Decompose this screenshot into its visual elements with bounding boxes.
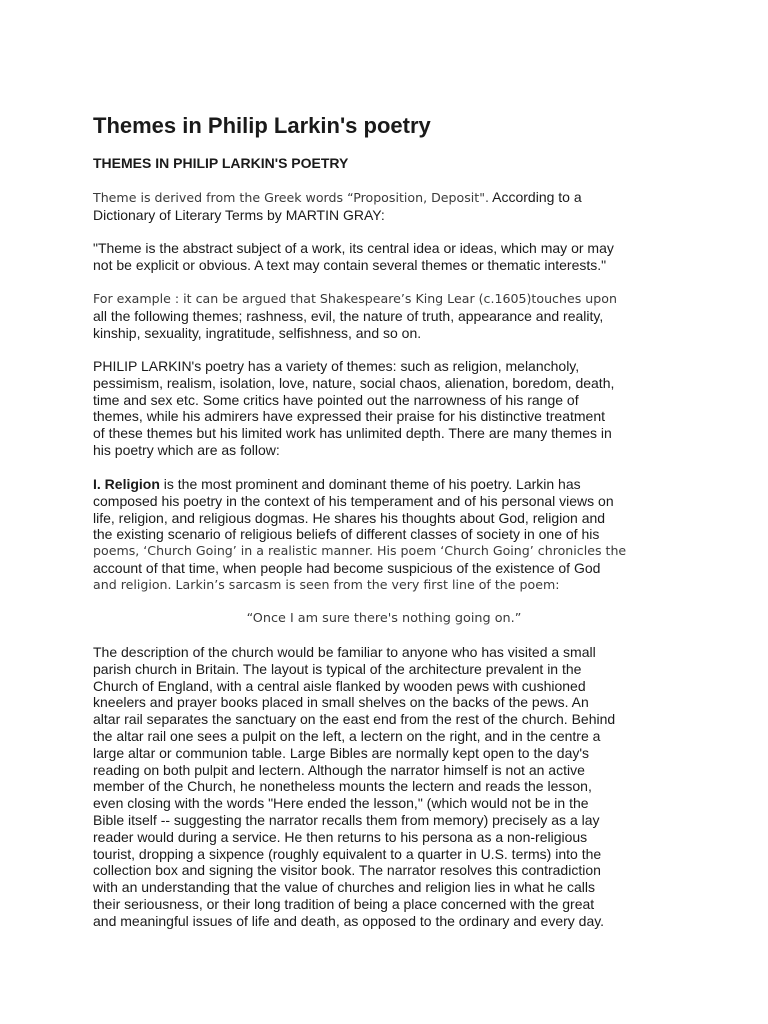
text-line: and religion. Larkin’s sarcasm is seen from the very first line of the poem:: [93, 576, 560, 592]
text-line: PHILIP LARKIN's poetry has a variety of themes: such as religion, melancholy,: [93, 358, 580, 374]
text-span: Theme is derived from the Greek words “Proposition, Deposit".: [93, 190, 490, 205]
page-title: Themes in Philip Larkin's poetry: [93, 113, 431, 138]
text-span: is the most prominent and dominant theme of his poetry. Larkin has: [159, 476, 581, 492]
text-line: [93, 476, 626, 493]
text-line: reading on both pulpit and lectern. Although the narrator himself is not an active: [93, 761, 585, 778]
religion-heading: I. Religion: [93, 476, 160, 492]
text-line: reader would during a service. He then returns to his persona as a non-religious: [93, 828, 588, 845]
paragraph-theme-definition: [93, 189, 582, 224]
text-line: not be explicit or obvious. A text may contain several themes or thematic interests.": [93, 256, 607, 273]
text-line: the altar rail one sees a pulpit on the left, a lectern on the right, and in the centre a: [93, 727, 601, 744]
paragraph-church-description: [93, 644, 615, 930]
text-line: the existing scenario of religious beliefs of different classes of society in one of his: [93, 526, 600, 543]
text-line: member of the Church, he nonetheless mounts the lectern and reads the lesson,: [93, 778, 592, 795]
text-line: pessimism, realism, isolation, love, nature, social chaos, alienation, boredom, death,: [93, 374, 615, 391]
paragraph-example: [93, 291, 617, 341]
text-line: themes, while his admirers have expressed their praise for his distinctive treatment: [93, 408, 605, 425]
poem-quote: “Once I am sure there's nothing going on.”: [246, 611, 522, 626]
text-line: tourist, dropping a sixpence (roughly equivalent to a quarter in U.S. terms) into the: [93, 845, 602, 862]
text-line: their seriousness, or their long tradition of being a place concerned with the great: [93, 895, 595, 912]
text-line: time and sex etc. Some critics have pointed out the narrowness of his range of: [93, 391, 579, 408]
text-line: poems, ‘Church Going’ in a realistic manner. His poem ‘Church Going’ chronicles the: [93, 543, 627, 559]
text-line: collection box and signing the visitor book. The narrator resolves this contradiction: [93, 862, 601, 879]
text-line: kinship, sexuality, ingratitude, selfishness, and so on.: [93, 324, 422, 341]
paragraph-larkin-themes: [93, 358, 614, 459]
text-line: large altar or communion table. Large Bibles are normally kept open to the day's: [93, 744, 590, 761]
text-line: even closing with the words "Here ended the lesson," (which would not be in the: [93, 795, 589, 812]
text-span: According to a: [489, 189, 582, 205]
text-line: Dictionary of Literary Terms by MARTIN GRAY:: [93, 206, 385, 223]
text-line: and meaningful issues of life and death, as opposed to the ordinary and every day.: [93, 912, 605, 929]
text-line: with an understanding that the value of churches and religion lies in what he calls: [93, 879, 595, 896]
text-line: life, religion, and religious dogmas. He shares his thoughts about God, religion and: [93, 509, 606, 526]
text-line: kneelers and prayer books placed in small shelves on the backs of the pews. An: [93, 694, 589, 711]
text-line: The description of the church would be familiar to anyone who has visited a small: [93, 644, 596, 660]
section-heading: THEMES IN PHILIP LARKIN'S POETRY: [93, 155, 349, 171]
text-line: account of that time, when people had become suspicious of the existence of God: [93, 559, 601, 576]
text-line: Church of England, with a central aisle flanked by wooden pews with cushioned: [93, 677, 586, 694]
text-line: composed his poetry in the context of his temperament and of his personal views on: [93, 492, 614, 509]
text-line: Bible itself -- suggesting the narrator recalls them from memory) precisely as a lay: [93, 811, 600, 828]
paragraph-religion: [93, 476, 626, 594]
text-line: For example : it can be argued that Shakespeare’s King Lear (c.1605)touches upon: [93, 291, 617, 306]
paragraph-theme-quote: [93, 240, 614, 274]
text-line: all the following themes; rashness, evil, the nature of truth, appearance and reality,: [93, 307, 604, 324]
text-line: of these themes but his limited work has unlimited depth. There are many themes in: [93, 425, 612, 442]
text-line: parish church in Britain. The layout is typical of the architecture prevalent in the: [93, 660, 582, 677]
text-line: "Theme is the abstract subject of a work, its central idea or ideas, which may or may: [93, 240, 614, 256]
text-line: [93, 189, 582, 207]
text-line: his poetry which are as follow:: [93, 441, 280, 458]
text-line: altar rail separates the sanctuary on the east end from the rest of the church. Behind: [93, 711, 616, 728]
